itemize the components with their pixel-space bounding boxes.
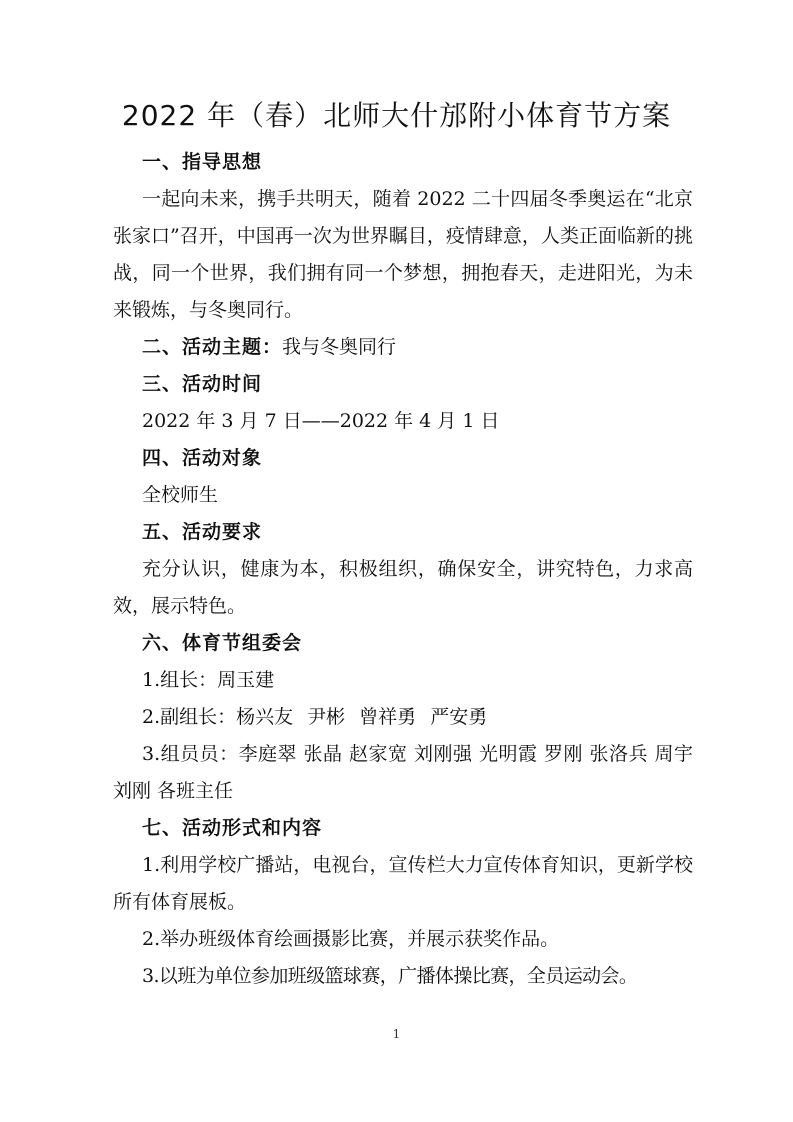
deputy-name: 杨兴友: [236, 706, 294, 728]
deputy-label: 2.副组长：: [142, 706, 237, 728]
members-label: 3.组员员：: [142, 743, 239, 765]
section-heading-committee: 六、体育节组委会: [142, 632, 303, 654]
section-heading-requirements: 五、活动要求: [142, 521, 263, 543]
members-list: 李庭翠 张晶 赵家宽 刘刚强 光明霞 罗刚 张洛兵 周宇 刘刚 各班主任: [113, 743, 693, 802]
theme-label: 二、活动主题：: [142, 336, 283, 358]
page-number: 1: [392, 1027, 401, 1041]
theme-value: 我与冬奥同行: [282, 336, 397, 358]
deputy-name: 曾祥勇: [359, 706, 417, 728]
deputy-name: 尹彬: [307, 706, 346, 728]
committee-members-line: [113, 736, 693, 810]
section-heading-theme: [113, 329, 693, 366]
requirements-paragraph: 充分认识，健康为本，积极组织，确保安全，讲究特色，力求高效，展示特色。: [113, 558, 693, 617]
committee-deputy-line: [113, 699, 693, 736]
leader-name: 周玉建: [217, 669, 275, 691]
activity-time-value: 2022 年 3 月 7 日——2022 年 4 月 1 日: [142, 410, 500, 432]
document-title: 2022 年（春）北师大什邡附小体育节方案: [121, 99, 672, 132]
deputy-name: 严安勇: [430, 706, 488, 728]
committee-leader-line: [113, 662, 693, 699]
activity-item: 3.以班为单位参加班级篮球赛，广播体操比赛，全员运动会。: [142, 965, 638, 987]
section-heading-guiding: 一、指导思想: [142, 151, 263, 173]
activity-item: 2.举办班级体育绘画摄影比赛，并展示获奖作品。: [142, 928, 560, 950]
section-heading-target: 四、活动对象: [142, 447, 263, 469]
leader-label: 1.组长：: [142, 669, 218, 691]
activity-item: 1.利用学校广播站，电视台，宣传栏大力宣传体育知识，更新学校所有体育展板。: [113, 854, 693, 913]
section-heading-activities: 七、活动形式和内容: [142, 817, 323, 839]
section-heading-time: 三、活动时间: [142, 373, 263, 395]
guiding-paragraph: 一起向未来，携手共明天，随着 2022 二十四届冬季奥运在“北京 张家口”召开，中国再一次为世界瞩目，疫情肆意，人类正面临新的挑战，同一个世界，我们拥有同一个梦想，拥抱春天，走进阳光，为未来锻炼，与冬奥同行。: [113, 188, 693, 321]
activity-target-value: 全校师生: [142, 484, 219, 506]
document-body: [113, 144, 693, 995]
